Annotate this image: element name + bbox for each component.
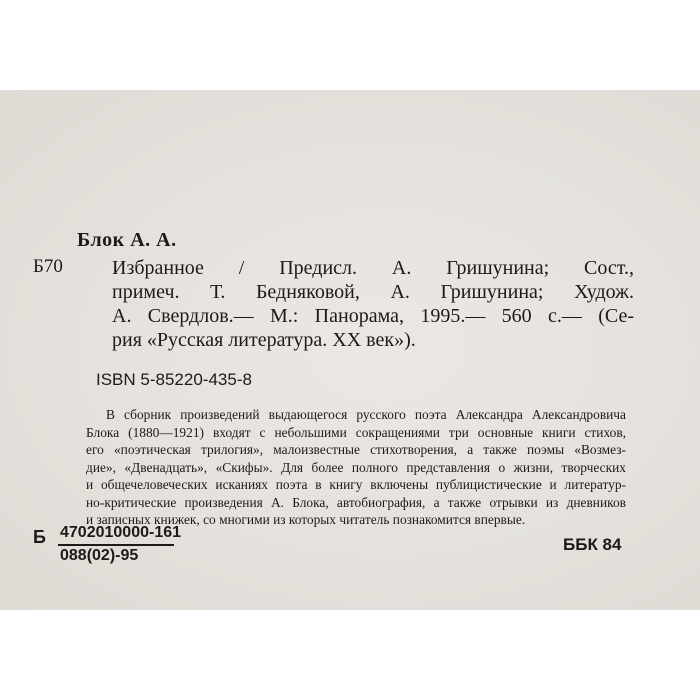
author-code: Б70: [33, 256, 63, 277]
index-letter: Б: [33, 527, 46, 547]
index-denominator: 088(02)-95: [60, 547, 139, 564]
annotation-line: его «поэтическая трилогия», малоизвестные стихотворения, а также поэмы «Возмез-: [86, 442, 626, 457]
annotation-line: и записных книжек, со многими из которых читатель познакомится впервые.: [86, 512, 526, 527]
author-name: Блок А. А.: [77, 229, 177, 251]
annotation-line: дие», «Двенадцать», «Скифы». Для более полного представления о жизни, творческих: [86, 459, 626, 475]
bibliographic-entry-line: рия «Русская литература. XX век»).: [112, 329, 416, 351]
annotation-line: но-критические произведения А. Блока, автобиография, а также отрывки из дневников: [86, 494, 626, 510]
index-numerator: 4702010000-161: [60, 524, 182, 541]
bibliographic-entry-line: Избранное / Предисл. А. Гришунина; Сост.,: [112, 257, 634, 279]
fraction-bar: [58, 544, 174, 546]
bibliographic-entry-line: А. Свердлов.— М.: Панорама, 1995.— 560 с.— (Се-: [112, 305, 634, 327]
bbk-classification: ББК 84: [563, 535, 622, 554]
annotation-line: В сборник произведений выдающегося русского поэта Александра Александровича: [106, 407, 626, 422]
bibliographic-entry-line: примеч. Т. Бедняковой, А. Гришунина; Худож.: [112, 281, 634, 303]
annotation-line: и общечеловеческих исканиях поэта в книгу включены публицистические и литератур-: [86, 477, 626, 492]
annotation: [86, 406, 626, 529]
isbn: ISBN 5-85220-435-8: [96, 370, 252, 389]
annotation-line: Блока (1880—1921) входят с небольшими сокращениями три основные книги стихов,: [86, 424, 626, 440]
